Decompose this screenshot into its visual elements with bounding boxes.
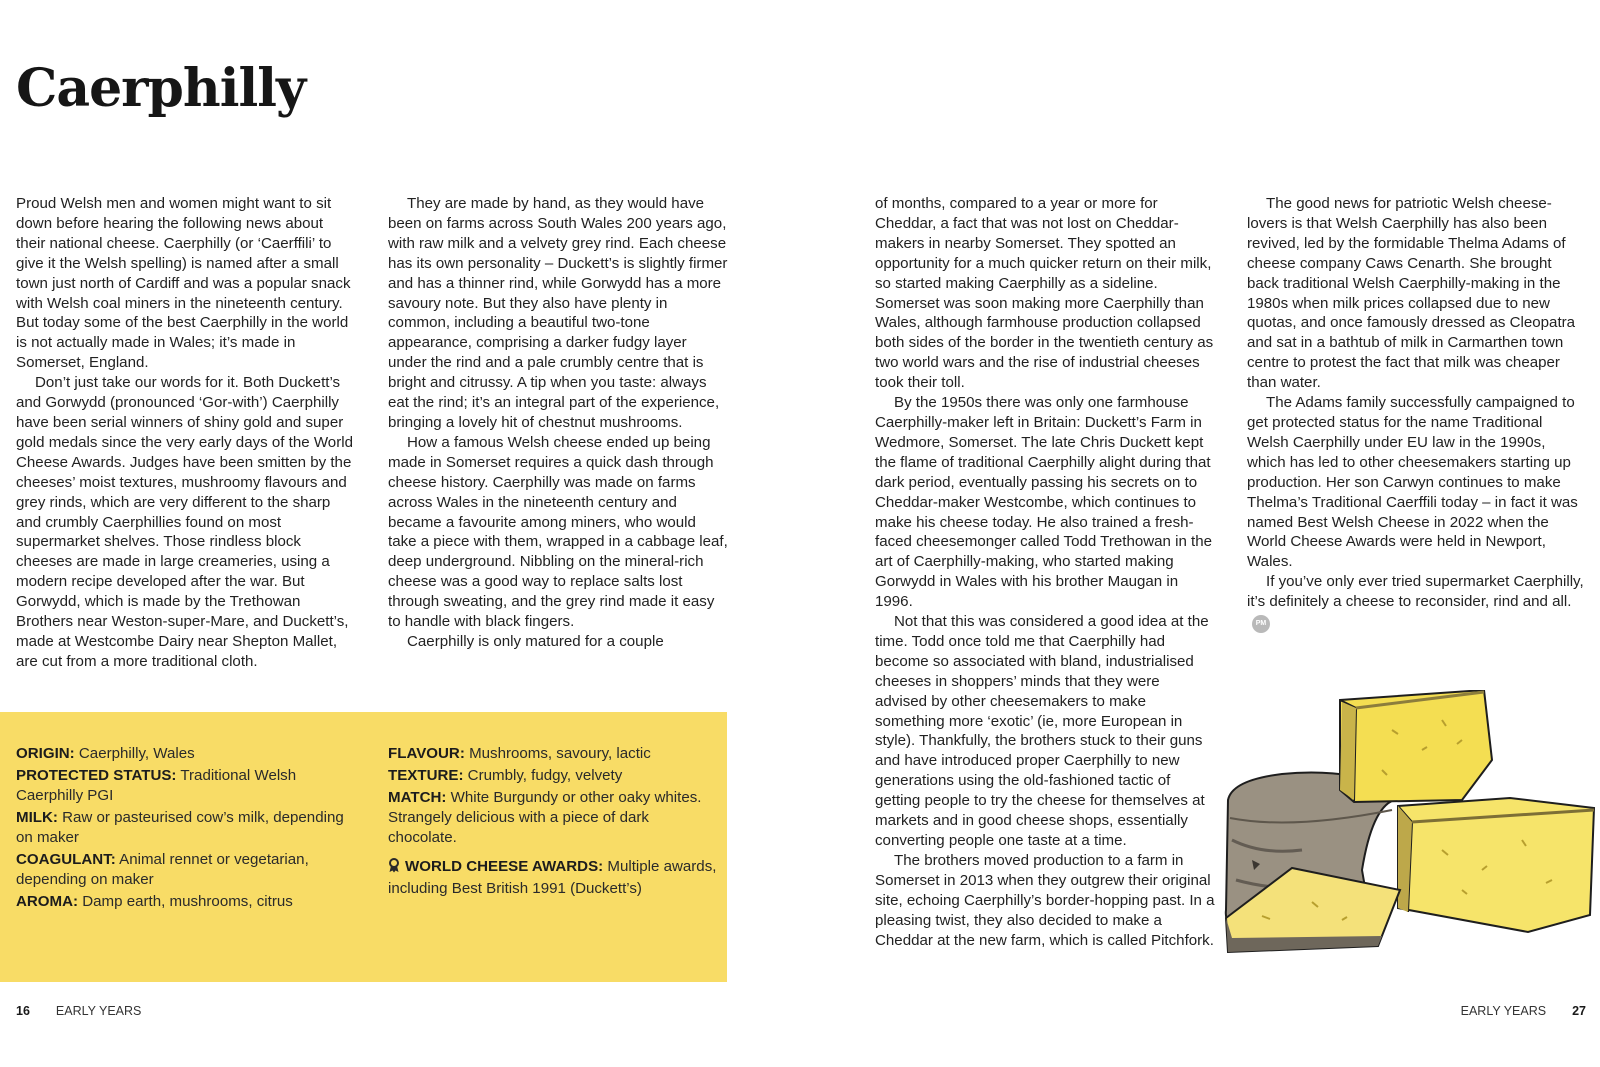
fact-origin: [16, 744, 346, 764]
text-column-3: [875, 194, 1215, 950]
paragraph: How a famous Welsh cheese ended up being made in Somerset requires a quick dash through cheese history. Caerphilly was made on farms across Wales in the nineteenth century and became a favourite among miners, who would take a piece with them, wrapped in a cabbage leaf, deep underground. Nibbling on the mineral-rich cheese was a good way to replace salts lost through sweating, and the grey rind made it easy to handle with black fingers.: [388, 433, 728, 631]
page-number: 27: [1572, 1004, 1586, 1018]
text-column-4: [1247, 194, 1587, 633]
fact-list-left: [16, 744, 346, 914]
fact-key: FLAVOUR:: [388, 745, 465, 762]
section-label: EARLY YEARS: [1460, 1004, 1547, 1018]
closing-paragraph: [1247, 572, 1587, 633]
fact-coagulant: [16, 850, 346, 890]
paragraph: They are made by hand, as they would have been on farms across South Wales 200 years ago, with raw milk and a velvety grey rind. Each cheese has its own personality – Duckett’s is slightly firmer and has a thinner rind, while Gorwydd has a more savoury note. But they also have plenty in common, including a beautiful two-tone appearance, comprising a darker fudgy layer under the rind and a pale crumbly centre that is bright and citrussy. A tip when you taste: always eat the rind; it’s an integral part of the experience, bringing a lovely hit of chestnut mushrooms.: [388, 195, 728, 431]
text-column-2: [388, 194, 728, 652]
paragraph: The good news for patriotic Welsh cheese-lovers is that Welsh Caerphilly has also been revived, led by the formidable Thelma Adams of cheese company Caws Cenarth. She brought back traditional Welsh Caerphilly-making in the 1980s when milk prices collapsed due to new quotas, and once famously dressed as Cleopatra and sat in a bathtub of milk in Carmarthen town centre to protest the fact that milk was cheaper than water.: [1247, 195, 1576, 392]
page-title: Caerphilly: [16, 58, 306, 119]
fact-value: Multiple awards, including Best British 1991 (Duckett’s): [388, 858, 717, 897]
fact-value: Caerphilly, Wales: [78, 745, 195, 762]
fact-value: Animal rennet or vegetarian, depending on maker: [16, 851, 309, 888]
fact-value: White Burgundy or other oaky whites. Strangely delicious with a piece of dark chocolate.: [388, 789, 702, 846]
paragraph: of months, compared to a year or more for Cheddar, a fact that was not lost on Cheddar-makers in nearby Somerset. They spotted an opportunity for a much quicker return on their milk, so started making Caerphilly as a sideline. Somerset was soon making more Caerphilly than Wales, although farmhouse production collapsed both sides of the border in the twentieth century as two world wars and the rise of industrial cheeses took their toll.: [875, 195, 1214, 392]
fact-value: Damp earth, mushrooms, citrus: [82, 893, 293, 910]
fact-key: PROTECTED STATUS:: [16, 767, 177, 784]
paragraph-text: If you’ve only ever tried supermarket Caerphilly, it’s definitely a cheese to reconsider, rind and all.: [1247, 573, 1584, 611]
fact-value: Mushrooms, savoury, lactic: [469, 745, 651, 762]
footer-left: [16, 1004, 141, 1018]
fact-box: [0, 712, 727, 982]
award-ribbon-icon: [388, 858, 400, 879]
fact-flavour: [388, 744, 718, 764]
fact-list-right: [388, 744, 718, 901]
fact-key: ORIGIN:: [16, 745, 75, 762]
author-initials-badge: PM: [1252, 615, 1270, 633]
text-column-1: [16, 194, 356, 672]
fact-key: MILK:: [16, 809, 58, 826]
paragraph: The brothers moved production to a farm in Somerset in 2013 when they outgrew their original site, echoing Caerphilly’s border-hopping past. In a pleasing twist, they also decided to make a Cheddar at the new farm, which is called Pitchfork.: [875, 851, 1215, 949]
fact-key: MATCH:: [388, 789, 447, 806]
fact-value: Raw or pasteurised cow’s milk, depending on maker: [16, 809, 344, 846]
fact-world-cheese-awards: [388, 857, 718, 899]
paragraph: Don’t just take our words for it. Both Duckett’s and Gorwydd (pronounced ‘Gor-with’) Caerphilly have been serial winners of shiny gold and super gold medals since the very early days of the World Cheese Awards. Judges have been smitten by the cheeses’ moist textures, mushroomy flavours and grey rinds, which are very different to the sharp and crumbly Caerphillies found on most supermarket shelves. Those rindless block cheeses are made in large creameries, using a modern recipe developed after the war. But Gorwydd, which is made by the Trethowan Brothers near Weston-super-Mare, and Duckett’s, made at Westcombe Dairy near Shepton Mallet, are cut from a more traditional cloth.: [16, 374, 353, 670]
paragraph: The Adams family successfully campaigned to get protected status for the name Traditional Welsh Caerphilly under EU law in the 1990s, which has led to other cheesemakers starting up production. Her son Carwyn continues to make Thelma’s Traditional Caerffili today – in fact it was named Best Welsh Cheese in 2022 when the World Cheese Awards were held in Newport, Wales.: [1247, 394, 1578, 571]
paragraph: Caerphilly is only matured for a couple: [407, 632, 664, 650]
fact-key: AROMA:: [16, 893, 79, 910]
section-label: EARLY YEARS: [55, 1004, 142, 1018]
fact-value: Traditional Welsh Caerphilly PGI: [16, 767, 297, 804]
fact-protected-status: [16, 766, 346, 806]
paragraph: Not that this was considered a good idea at the time. Todd once told me that Caerphilly had become so associated with bland, industrialised cheeses in shoppers’ minds that they were advised by other cheesemakers to make something more ‘exotic’ (ie, more European in style). Thankfully, the brothers stuck to their guns and have introduced proper Caerphilly to new generations using the old-fashioned tactic of getting people to try the cheese for themselves at markets and in good cheese shops, essentially converting people one taste at a time.: [875, 613, 1209, 849]
paragraph: Proud Welsh men and women might want to sit down before hearing the following news about their national cheese. Caerphilly (or ‘Caerffili’ to give it the Welsh spelling) is named after a small town just north of Cardiff and was a popular snack with Welsh coal miners in the nineteenth century. But today some of the best Caerphilly in the world is not actually made in Wales; it’s made in Somerset, England.: [16, 195, 351, 372]
fact-aroma: [16, 892, 346, 912]
fact-match: [388, 788, 718, 848]
fact-value: Crumbly, fudgy, velvety: [467, 767, 623, 784]
paragraph: By the 1950s there was only one farmhouse Caerphilly-maker left in Britain: Duckett’s Farm in Wedmore, Somerset. The late Chris Duckett kept the flame of traditional Caerphilly alight during that dark period, eventually passing his secrets on to Cheddar-maker Westcombe, which continues to make his cheese today. He also trained a fresh-faced cheesemonger called Todd Trethowan in the art of Caerphilly-making, who started making Gorwydd in Wales with his brother Maugan in 1996.: [875, 394, 1213, 611]
fact-key: TEXTURE:: [388, 767, 464, 784]
cheese-illustration: [1222, 690, 1600, 960]
fact-key: WORLD CHEESE AWARDS:: [405, 858, 604, 875]
footer-right: [1461, 1004, 1586, 1018]
fact-milk: [16, 808, 346, 848]
page-number: 16: [16, 1004, 30, 1018]
fact-texture: [388, 766, 718, 786]
fact-key: COAGULANT:: [16, 851, 116, 868]
